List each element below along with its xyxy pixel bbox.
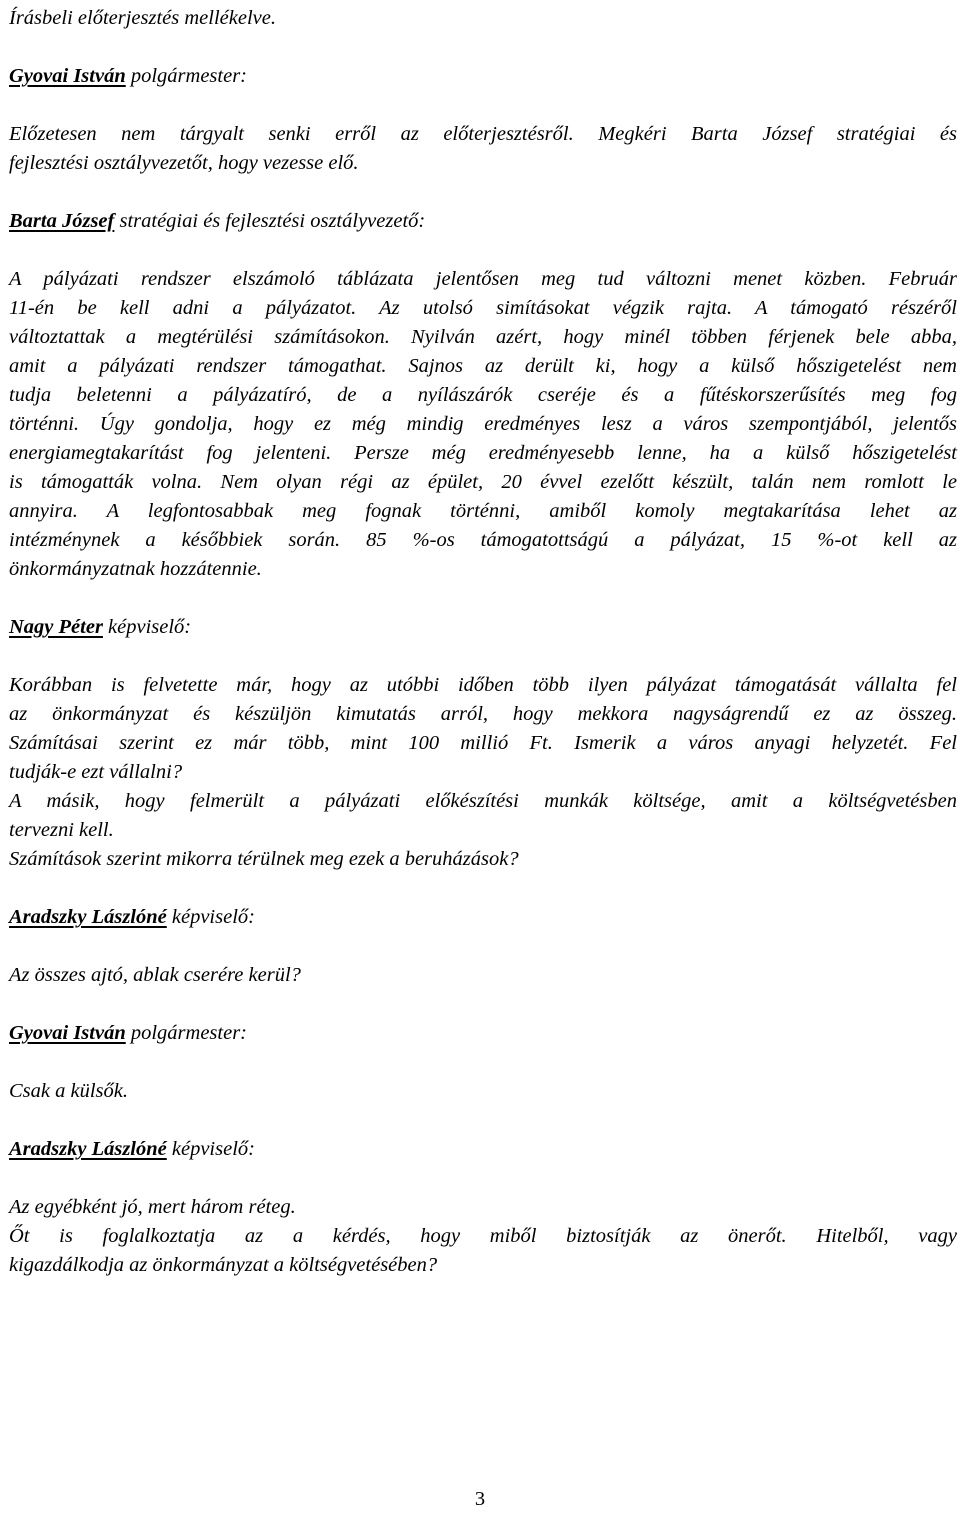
paragraph-line: az önkormányzat és készüljön kimutatás arról, hogy mekkora nagyságrendű ez az összeg.: [9, 703, 957, 725]
paragraph-line: A pályázati rendszer elszámoló táblázata jelentősen meg tud változni menet közben. Február: [9, 268, 957, 290]
page-number: 3: [474, 1488, 486, 1510]
paragraph-line: Az összes ajtó, ablak cserére kerül?: [9, 964, 301, 986]
paragraph-line: annyira. A legfontosabbak meg fognak történni, amiből komoly megtakarítása lehet az: [9, 500, 957, 522]
paragraph-line: Számítások szerint mikorra térülnek meg ezek a beruházások?: [9, 848, 519, 870]
paragraph-line: intézménynek a későbbiek során. 85 %-os támogatottságú a pályázat, 15 %-ot kell az: [9, 529, 957, 551]
paragraph-line: tudják-e ezt vállalni?: [9, 761, 183, 783]
paragraph-line: amit a pályázati rendszer támogathat. Sajnos az derült ki, hogy a külső hőszigetelést nem: [9, 355, 957, 377]
paragraph-line: fejlesztési osztályvezetőt, hogy vezesse elő.: [9, 152, 359, 174]
speaker-line: [9, 613, 191, 642]
speaker-role: képviselő:: [171, 1138, 255, 1160]
speaker-name: Nagy Péter: [9, 616, 103, 638]
paragraph-line: tervezni kell.: [9, 819, 114, 841]
speaker-name: Gyovai István: [9, 1022, 126, 1044]
paragraph-line: A másik, hogy felmerült a pályázati előkészítési munkák költsége, amit a költségvetésben: [9, 790, 957, 812]
paragraph-line: Az egyébként jó, mert három réteg.: [9, 1196, 296, 1218]
paragraph-line: energiamegtakarítást fog jelenteni. Persze még eredményesebb lenne, ha a külső hőszigetelést: [9, 442, 958, 464]
paragraph-line: önkormányzatnak hozzátennie.: [9, 558, 262, 580]
speaker-role: képviselő:: [171, 906, 255, 928]
speaker-line: [9, 1019, 247, 1048]
speaker-name: Aradszky Lászlóné: [9, 1138, 167, 1160]
paragraph-line: kigazdálkodja az önkormányzat a költségvetésében?: [9, 1254, 438, 1276]
speaker-line: [9, 207, 425, 236]
paragraph-line: is támogatták volna. Nem olyan régi az épület, 20 évvel ezelőtt készült, talán nem romlott le: [9, 471, 957, 493]
paragraph-line: Őt is foglalkoztatja az a kérdés, hogy miből biztosítják az önerőt. Hitelből, vagy: [9, 1225, 957, 1247]
paragraph-line: Számításai szerint ez már több, mint 100 millió Ft. Ismerik a város anyagi helyzetét. Fel: [9, 732, 957, 754]
paragraph-line: Írásbeli előterjesztés mellékelve.: [9, 7, 276, 29]
speaker-role: stratégiai és fejlesztési osztályvezető:: [119, 210, 426, 232]
speaker-line: [9, 1135, 255, 1164]
speaker-role: polgármester:: [130, 1022, 248, 1044]
paragraph-line: 11-én be kell adni a pályázatot. Az utolsó simításokat végzik rajta. A támogató részéről: [9, 297, 957, 319]
speaker-role: polgármester:: [130, 65, 248, 87]
speaker-role: képviselő:: [108, 616, 192, 638]
speaker-name: Barta József: [9, 210, 115, 232]
speaker-line: [9, 903, 255, 932]
speaker-name: Gyovai István: [9, 65, 126, 87]
paragraph-line: történni. Úgy gondolja, hogy ez még mindig eredményes lesz a város szempontjából, jelentős: [9, 413, 957, 435]
paragraph-line: Csak a külsők.: [9, 1080, 128, 1102]
paragraph-line: Előzetesen nem tárgyalt senki erről az előterjesztésről. Megkéri Barta József stratégiai és: [9, 123, 957, 145]
speaker-line: [9, 62, 247, 91]
paragraph-line: tudja beletenni a pályázatíró, de a nyílászárók cseréje és a fűtéskorszerűsítés meg fog: [9, 384, 957, 406]
paragraph-line: Korábban is felvetette már, hogy az utóbbi időben több ilyen pályázat támogatását vállalta fel: [9, 674, 957, 696]
paragraph-line: változtattak a megtérülési számításokon. Nyilván azért, hogy minél többen férjenek bele abba,: [9, 326, 957, 348]
speaker-name: Aradszky Lászlóné: [9, 906, 167, 928]
